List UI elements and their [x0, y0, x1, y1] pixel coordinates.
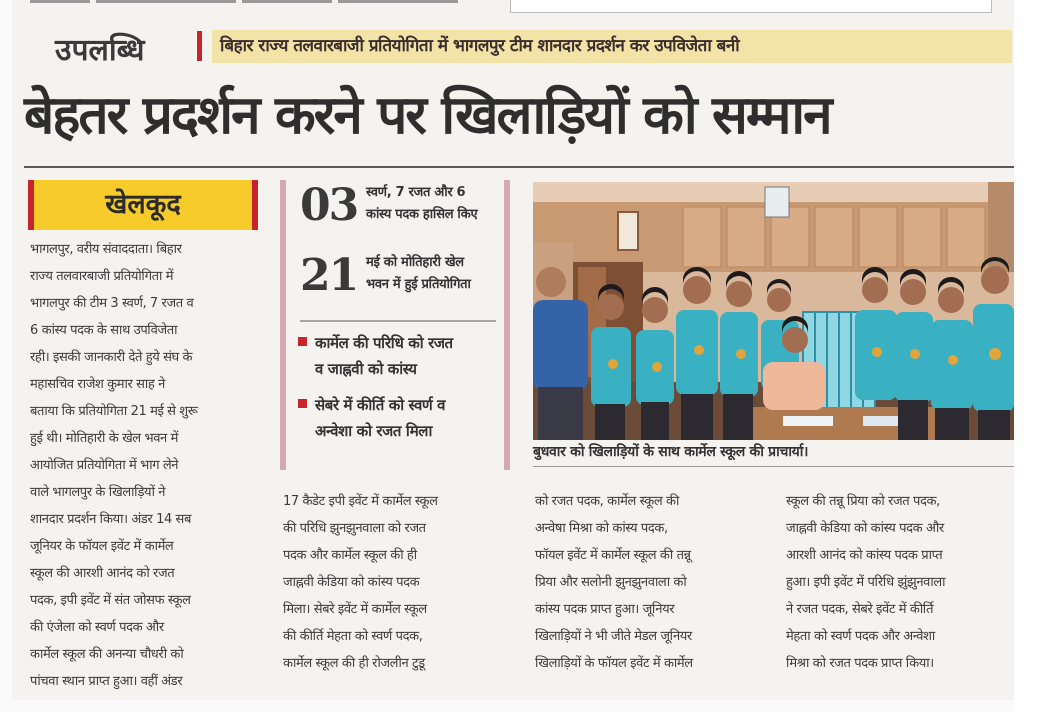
article-line: बताया कि प्रतियोगिता 21 मई से शुरू — [30, 404, 198, 419]
bullet-square-icon — [298, 399, 307, 408]
article-line: आरशी आनंद को कांस्य पदक प्राप्त — [786, 548, 943, 563]
top-adjacent-box — [510, 0, 992, 13]
article-column-1 — [30, 236, 270, 695]
article-line: खिलाड़ियों ने भी जीते मेडल जूनियर — [535, 629, 692, 644]
article-line: को रजत पदक, कार्मेल स्कूल की — [535, 494, 679, 509]
article-line: जाह्नवी केडिया को कांस्य पदक और — [786, 521, 944, 536]
article-line: स्कूल की आरशी आनंद को रजत — [30, 566, 175, 581]
article-line: मिश्रा को रजत पदक प्राप्त किया। — [786, 656, 934, 671]
article-line: भागलपुर की टीम 3 स्वर्ण, 7 रजत व — [30, 296, 194, 311]
page-margin — [1014, 0, 1044, 712]
article-line: जूनियर के फॉयल इवेंट में कार्मेल — [30, 539, 174, 554]
stat-number: 03 — [300, 180, 358, 231]
section-divider — [197, 31, 202, 61]
highlight-separator — [300, 320, 496, 322]
team-photo — [533, 182, 1014, 440]
article-line: की परिधि झुनझुनवाला को रजत — [283, 521, 426, 536]
stat-text: मई को मोतिहारी खेल भवन में हुई प्रतियोगिता — [366, 255, 471, 292]
highlights-box — [280, 180, 512, 472]
article-line: कांस्य पदक प्राप्त हुआ। जूनियर — [535, 602, 675, 617]
article-line: पदक और कार्मेल स्कूल की ही — [283, 548, 417, 563]
highlight-left-bar — [280, 180, 286, 470]
highlight-bullet: सेबरे में कीर्ति को स्वर्ण व अन्वेशा को रजत मिला — [298, 392, 445, 444]
article-line: 6 कांस्य पदक के साथ उपविजेता — [30, 323, 178, 338]
section-label: उपलब्धि — [55, 33, 145, 68]
article-column-2 — [283, 488, 523, 677]
article-line: फॉयल इवेंट में कार्मेल स्कूल की तन्नू — [535, 548, 691, 563]
highlight-right-bar — [504, 180, 510, 470]
article-line: हुई थी। मोतिहारी के खेल भवन में — [30, 431, 178, 446]
article-line: अन्वेषा मिश्रा को कांस्य पदक, — [535, 521, 668, 536]
caption-rule — [533, 466, 1014, 467]
category-tag: खेलकूद — [28, 180, 258, 230]
article-line: ने रजत पदक, सेबरे इवेंट में कीर्ति — [786, 602, 934, 617]
article-line: पदक, इपी इवेंट में संत जोसफ स्कूल — [30, 593, 191, 608]
article-line: कार्मेल स्कूल की अनन्या चौधरी को — [30, 647, 184, 662]
article-line: रही। इसकी जानकारी देते हुये संघ के — [30, 350, 193, 365]
article-line: आयोजित प्रतियोगिता में भाग लेने — [30, 458, 179, 473]
article-line: वाले भागलपुर के खिलाड़ियों ने — [30, 485, 166, 500]
article-line: महासचिव राजेश कुमार साह ने — [30, 377, 165, 392]
highlight-bullet: कार्मेल की परिधि को रजत व जाह्नवी को कांस्य — [298, 330, 453, 382]
article-line: भागलपुर, वरीय संवाददाता। बिहार — [30, 242, 182, 257]
team-photo-illustration — [533, 182, 1014, 440]
stat-number: 21 — [300, 250, 358, 301]
headline-rule — [24, 166, 1016, 168]
photo-caption: बुधवार को खिलाड़ियों के साथ कार्मेल स्कूल की प्राचार्या। — [533, 440, 1014, 464]
article-line: मेहता को स्वर्ण पदक और अन्वेशा — [786, 629, 935, 644]
top-cut-text-strip — [30, 0, 510, 8]
subheadline: बिहार राज्य तलवारबाजी प्रतियोगिता में भागलपुर टीम शानदार प्रदर्शन कर उपविजेता बनी — [212, 30, 1012, 63]
article-line: की एंजेला को स्वर्ण पदक और — [30, 620, 164, 635]
article-column-3 — [535, 488, 775, 677]
article-line: राज्य तलवारबाजी प्रतियोगिता में — [30, 269, 174, 284]
article-line: की कीर्ति मेहता को स्वर्ण पदक, — [283, 629, 423, 644]
article-line: स्कूल की तन्नू प्रिया को रजत पदक, — [786, 494, 940, 509]
article-line: जाह्नवी केडिया को कांस्य पदक — [283, 575, 420, 590]
article-line: हुआ। इपी इवेंट में परिधि झुंझुनवाला — [786, 575, 946, 590]
article-line: शानदार प्रदर्शन किया। अंडर 14 सब — [30, 512, 191, 527]
article-line: खिलाड़ियों के फॉयल इवेंट में कार्मेल — [535, 656, 693, 671]
headline: बेहतर प्रदर्शन करने पर खिलाड़ियों को सम्मान — [24, 85, 831, 146]
article-column-4 — [786, 488, 1014, 677]
article-line: पांचवा स्थान प्राप्त हुआ। वहीं अंडर — [30, 674, 183, 689]
bullet-square-icon — [298, 337, 307, 346]
article-line: मिला। सेबरे इवेंट में कार्मेल स्कूल — [283, 602, 427, 617]
article-line: प्रिया और सलोनी झुनझुनवाला को — [535, 575, 687, 590]
stat-text: स्वर्ण, 7 रजत और 6 कांस्य पदक हासिल किए — [366, 185, 478, 222]
article-line: कार्मेल स्कूल की ही रोजलीन टुडू — [283, 656, 425, 671]
article-line: 17 कैडेट इपी इवेंट में कार्मेल स्कूल — [283, 494, 438, 509]
